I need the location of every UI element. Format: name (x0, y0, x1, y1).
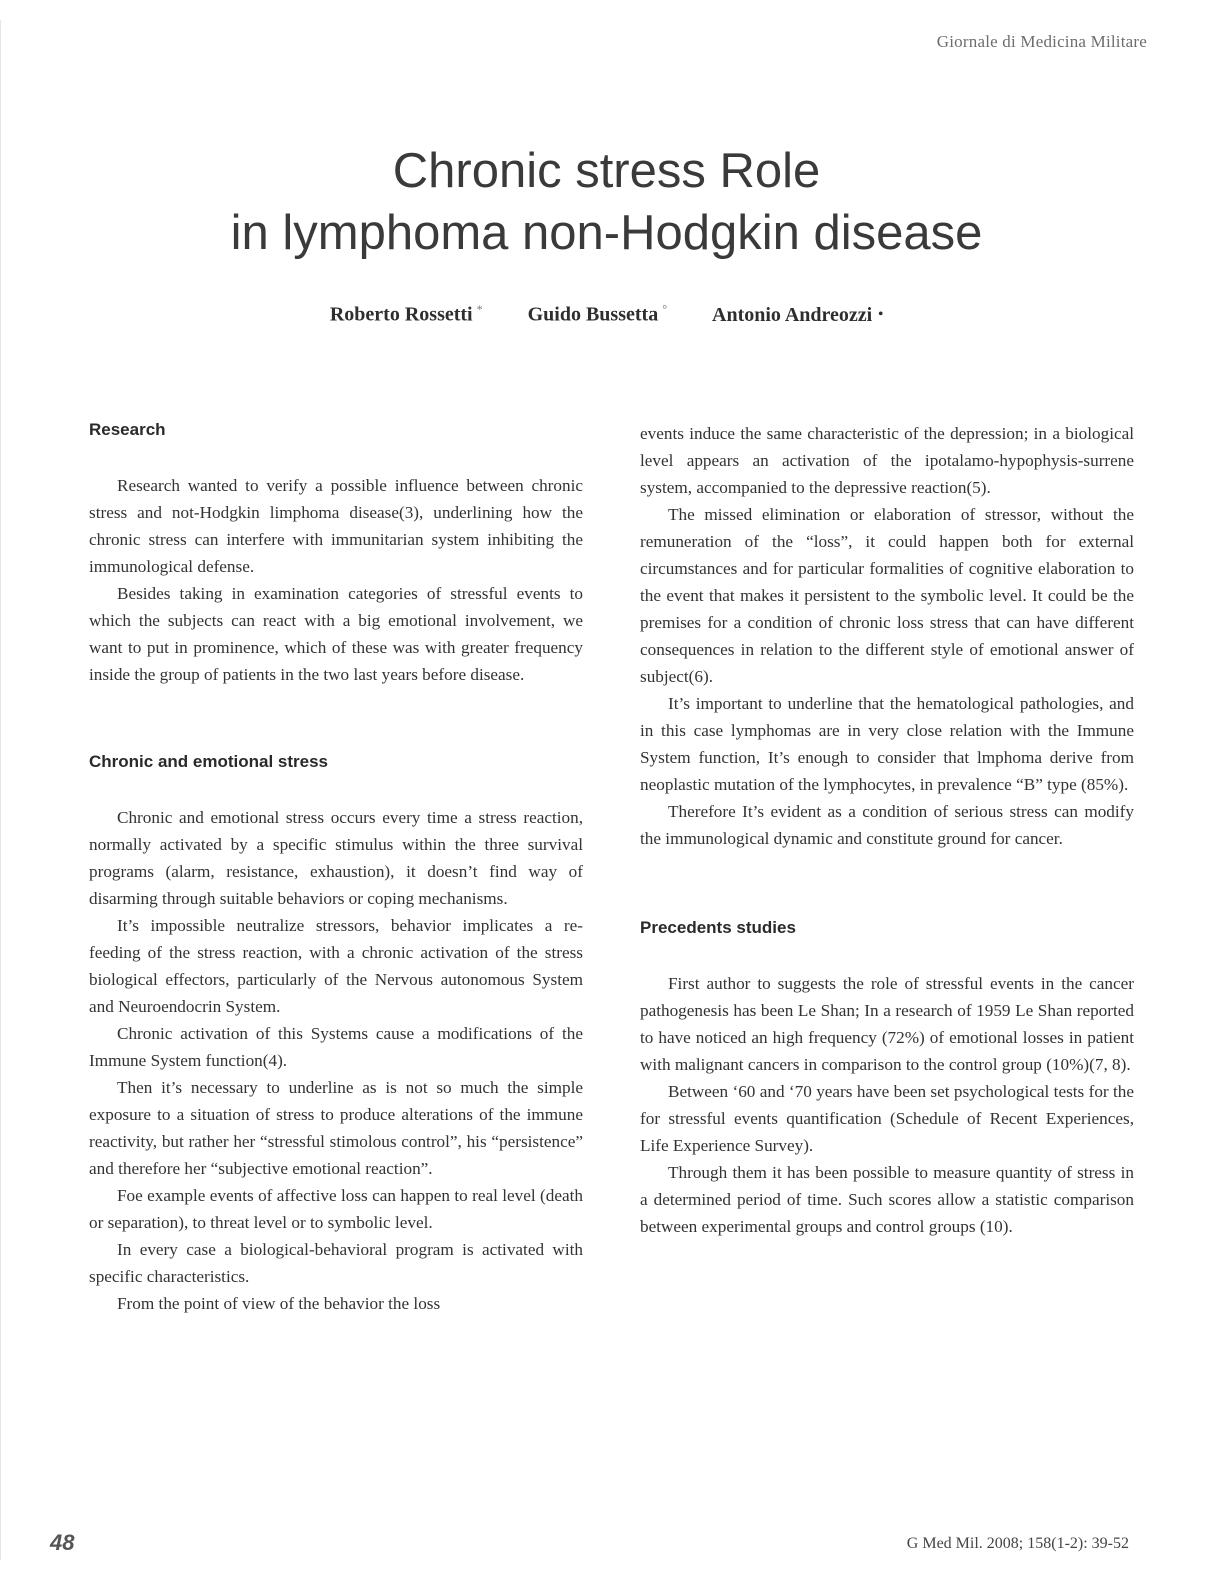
author-affiliation-mark: • (878, 306, 884, 322)
author-3 (712, 304, 883, 327)
section-heading-chronic: Chronic and emotional stress (89, 752, 328, 771)
paragraph: From the point of view of the behavior the loss (117, 1294, 441, 1313)
journal-citation: G Med Mil. 2008; 158(1-2): 39-52 (906, 1535, 1129, 1552)
left-column (89, 418, 583, 1317)
paragraph: It’s important to underline that the hematological pathologies, and in this case lymphomas are in very close relation with the Immune System function, It’s enough to consider that lmphoma derive from neoplastic mutation of the lymphocytes, in prevalence “B” type (85%). (640, 694, 1134, 794)
paragraph: Besides taking in examination categories of stressful events to which the subjects can react with a big emotional involvement, we want to put in prominence, which of these was with greater frequency inside the group of patients in the two last years before disease. (89, 584, 583, 684)
paragraph: Foe example events of affective loss can happen to real level (death or separation), to threat level or to symbolic level. (89, 1186, 583, 1232)
paragraph: events induce the same characteristic of the depression; in a biological level appears an activation of the ipotalamo-hypophysis-surrene system, accompanied to the depressive reaction(5). (640, 424, 1134, 497)
author-affiliation-mark: * (476, 302, 483, 316)
title-line-1: Chronic stress Role (392, 144, 821, 198)
author-affiliation-mark: ° (662, 302, 668, 316)
spacer (640, 940, 1134, 970)
paragraph: First author to suggests the role of stressful events in the cancer pathogenesis has been Le Shan; In a research of 1959 Le Shan reported to have noticed an high frequency (72%) of emotional losses in patient with malignant cancers in comparison to the control group (10%)(7, 8). (640, 974, 1134, 1074)
spacer (89, 442, 583, 472)
author-2 (528, 302, 667, 327)
paragraph: The missed elimination or elaboration of stressor, without the remuneration of the “loss”, it could happen both for external circumstances and for particular formalities of cognitive elaboration to the event that makes it persistent to the symbolic level. It could be the premises for a condition of chronic loss stress that can have different consequences in relation to the different style of emotional answer of subject(6). (640, 505, 1134, 686)
paragraph: Chronic activation of this Systems cause a modifications of the Immune System function(4). (89, 1024, 583, 1070)
article-title (0, 140, 1213, 264)
author-name: Guido Bussetta (527, 303, 659, 326)
author-list (0, 302, 1213, 327)
author-1 (330, 302, 483, 327)
paragraph: Between ‘60 and ‘70 years have been set psychological tests for the for stressful events quantification (Schedule of Recent Experiences, Life Experience Survey). (640, 1082, 1134, 1155)
spacer (640, 852, 1134, 916)
paragraph: Research wanted to verify a possible influence between chronic stress and not-Hodgkin limphoma disease(3), underlining how the chronic stress can interfere with immunitarian system inhibiting the immunological defense. (89, 476, 583, 576)
paragraph: Therefore It’s evident as a condition of serious stress can modify the immunological dynamic and constitute ground for cancer. (640, 802, 1134, 848)
paragraph: Chronic and emotional stress occurs every time a stress reaction, normally activated by a specific stimulus within the three survival programs (alarm, resistance, exhaustion), it doesn’t find way of disarming through suitable behaviors or coping mechanisms. (89, 808, 583, 908)
section-heading-precedents: Precedents studies (640, 918, 796, 937)
paragraph: In every case a biological-behavioral program is activated with specific characteristics. (89, 1240, 583, 1286)
author-name: Roberto Rossetti (329, 303, 473, 326)
spacer (89, 774, 583, 804)
paragraph: Then it’s necessary to underline as is not so much the simple exposure to a situation of stress to produce alterations of the immune reactivity, but rather her “stressful stimolous control”, his “persistence” and therefore her “subjective emotional reaction”. (89, 1078, 583, 1178)
paragraph: Through them it has been possible to measure quantity of stress in a determined period of time. Such scores allow a statistic comparison between experimental groups and control groups (10). (640, 1163, 1134, 1236)
spacer (89, 688, 583, 750)
right-column (640, 420, 1134, 1240)
page-number: 48 (50, 1530, 75, 1555)
journal-header: Giornale di Medicina Militare (936, 32, 1147, 51)
author-name: Antonio Andreozzi (712, 303, 873, 326)
title-line-2: in lymphoma non-Hodgkin disease (230, 206, 983, 260)
paragraph: It’s impossible neutralize stressors, behavior implicates a re-feeding of the stress reaction, with a chronic activation of the stress biological effectors, particularly of the Nervous autonomous System and Neuroendocrin System. (89, 916, 583, 1016)
section-heading-research: Research (89, 420, 166, 439)
